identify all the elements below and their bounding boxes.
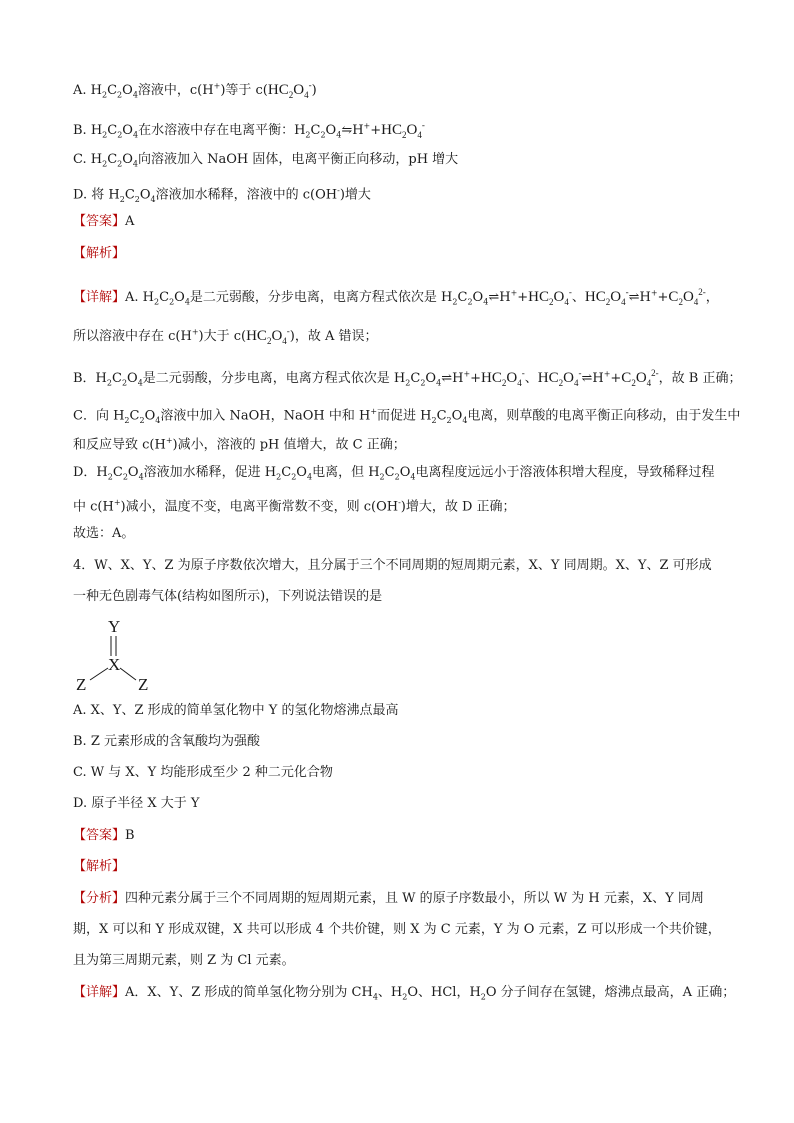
q4-stem-line-1: 4．W、X、Y、Z 为原子序数依次增大，且分属于三个不同周期的短周期元素，X、Y 同周期。X、Y、Z 可形成 [73,558,712,573]
q4-fenxi-line-3: 且为第三周期元素，则 Z 为 Cl 元素。 [73,953,295,968]
atom-z-left: Z [76,675,87,694]
q3-detail-line-2: 所以溶液中存在 c(H+)大于 $c(HC_2O_4^-)$，故 A 错误； [73,326,378,346]
q4-fenxi-line-2: 期，X 可以和 Y 形成双键，X 共可以形成 4 个共价键，则 X 为 C 元素，Y 为 O 元素，Z 可以形成一个共价键， [73,922,721,937]
q3-option-b: B. $H_2C_2O_4$在水溶液中存在电离平衡：$H_2C_2O_4⇋H^++HC_2O_4^-$ [73,120,425,140]
q3-choose: 故选：A。 [73,526,135,541]
q4-answer: 【答案】B [73,828,135,843]
atom-z-right: Z [138,675,149,694]
atom-y: Y [108,618,121,636]
q3-analysis-tag: 【解析】 [73,246,126,261]
q3-detail-line-3: B．$H_2C_2O_4$是二元弱酸，分步电离，电离方程式依次是 $H_2C_2O_4\rightleftharpoons H^++HC_2O_4^-$、$HC_2O_4^-\rightleftharpoons H^++C_2O_4^{2-}$，故 B 正确； [73,368,742,388]
single-bond-right [120,668,136,680]
q4-option-d: D. 原子半径 X 大于 Y [73,796,200,811]
q3-answer: 【答案】A [73,214,135,229]
ion-hc2o4: $HC_2O_4^-$ [381,120,425,140]
q4-fenxi-line-1: 【分析】四种元素分属于三个不同周期的短周期元素，且 W 的原子序数最小，所以 W 为 H 元素，X、Y 同周 [73,891,704,906]
q4-option-c: C. W 与 X、Y 均能形成至少 2 种二元化合物 [73,765,333,780]
q3-detail-line-5: 和反应导致 c(H+)减小，溶液的 pH 值增大，故 C 正确； [73,436,406,453]
ion-hc2o4: $HC_2O_4^-$ [267,80,312,100]
q3-detail-line-4: C．向 $H_2C_2O_4$溶液中加入 NaOH，NaOH 中和 H+而促进 $H_2C_2O_4$电离，则草酸的电离平衡正向移动，由于发生中 [73,407,741,425]
q3-option-a: A. $H_2C_2O_4$溶液中，c(H+)等于 $c(HC_2O_4^-)$ [73,80,317,100]
q3-detail-line-1: 【详解】A. $H_2C_2O_4$是二元弱酸，分步电离，电离方程式依次是 $H_2C_2O_4\rightleftharpoons H^++HC_2O_4^-$、$HC_2O_4^-\rightleftharpoons H^++C_2O_4^{2-}$， [73,287,719,307]
q4-detail-line-1: 【详解】A．X、Y、Z 形成的简单氢化物分别为 $CH_4$、$H_2O$、HCl，$H_2O$ 分子间存在氢键，熔沸点最高，A 正确； [73,985,736,1002]
q4-analysis-tag: 【解析】 [73,859,126,874]
q4-option-a: A. X、Y、Z 形成的简单氢化物中 Y 的氢化物熔沸点最高 [73,703,399,718]
structure-diagram [74,618,164,694]
q3-option-c: C. $H_2C_2O_4$向溶液加入 NaOH 固体，电离平衡正向移动，pH 增大 [73,152,459,169]
q3-detail-line-7: 中 c(H+)减小，温度不变，电离平衡常数不变，则 c(OH-)增大，故 D 正确； [73,498,516,515]
atom-x: X [108,655,121,674]
single-bond-left [90,668,108,680]
q4-stem-line-2: 一种无色剧毒气体(结构如图所示)，下列说法错误的是 [73,589,383,604]
q3-detail-line-6: D．$H_2C_2O_4$溶液加水稀释，促进 $H_2C_2O_4$电离，但 $H_2C_2O_4$电离程度远远小于溶液体积增大程度，导致稀释过程 [73,465,715,482]
q3-option-d: D. 将 $H_2C_2O_4$溶液加水稀释，溶液中的 c(OH-)增大 [73,186,371,204]
q4-option-b: B. Z 元素形成的含氧酸均为强酸 [73,734,260,749]
